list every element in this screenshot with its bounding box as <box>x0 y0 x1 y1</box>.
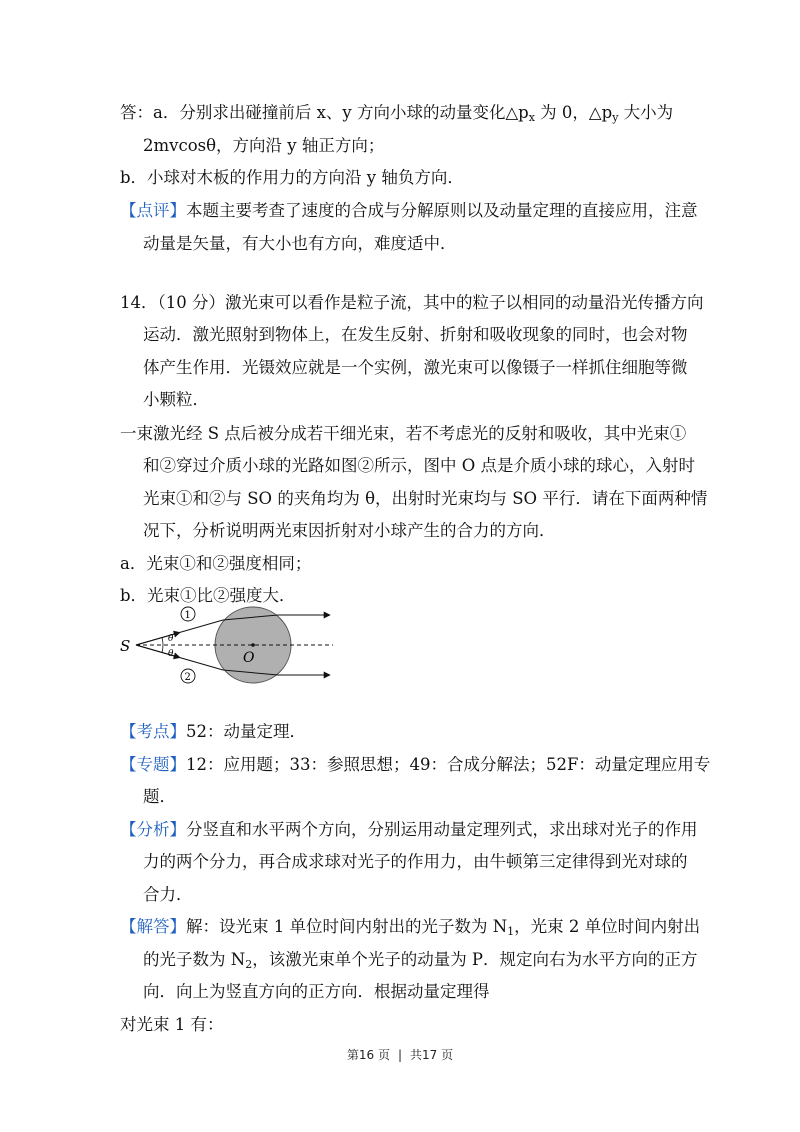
jieda-line2-text-post: ，该激光束单个光子的动量为 P．规定向右为水平方向的正方 <box>252 950 698 969</box>
q14-p2-line2: 和②穿过介质小球的光路如图②所示，图中 O 点是介质小球的球心，入射时 <box>143 456 696 475</box>
review-line1 <box>120 199 698 223</box>
zhuanti-tag: 【专题】 <box>120 755 186 774</box>
review-text: 本题主要考查了速度的合成与分解原则以及动量定理的直接应用，注意 <box>186 201 698 220</box>
jieda-text: 解：设光束 1 单位时间内射出的光子数为 N <box>186 917 508 936</box>
answer-b-line: b．小球对木板的作用力的方向沿 y 轴负方向． <box>120 168 464 187</box>
zhuanti-line1 <box>120 753 710 777</box>
page-number: 第16 页 <box>346 1048 390 1062</box>
subscript-y: y <box>612 111 619 124</box>
review-tag: 【点评】 <box>120 201 186 220</box>
page-footer <box>0 1046 800 1063</box>
fenxi-tag: 【分析】 <box>120 820 186 839</box>
q14-option-b: b．光束①比②强度大． <box>120 586 296 605</box>
angle-arc-bottom <box>162 645 163 653</box>
kaodian-line <box>120 720 306 744</box>
angle-arc-top <box>162 638 163 646</box>
subscript-1: 1 <box>507 925 515 938</box>
label-theta-bottom: θ <box>168 649 174 659</box>
answer-a-text-mid: 为 0，△p <box>534 103 613 122</box>
fenxi-line2: 力的两个分力，再合成求球对光子的作用力，由牛顿第三定律得到光对球的 <box>143 852 688 871</box>
q14-option-a: a．光束①和②强度相同； <box>120 554 312 573</box>
footer-separator: | <box>397 1048 403 1062</box>
answer-a-line1 <box>120 101 673 125</box>
fenxi-line3: 合力． <box>143 885 193 904</box>
zhuanti-text: 12：应用题；33：参照思想；49：合成分解法；52F：动量定理应用专 <box>186 755 711 774</box>
q14-line4: 小颗粒． <box>143 390 209 409</box>
jieda-line3: 向．向上为竖直方向的正方向．根据动量定理得 <box>143 982 490 1001</box>
zhuanti-line2: 题． <box>143 787 176 806</box>
kaodian-text: 52：动量定理． <box>186 722 306 741</box>
jieda-line4: 对光束 1 有： <box>120 1015 224 1034</box>
subscript-x: x <box>528 111 535 124</box>
jieda-line1 <box>120 915 700 939</box>
review-line2: 动量是矢量，有大小也有方向，难度适中． <box>143 234 457 253</box>
page-total: 共17 页 <box>410 1048 454 1062</box>
label-S: S <box>120 637 131 655</box>
q14-p2-line3: 光束①和②与 SO 的夹角均为 θ，出射时光束均与 SO 平行．请在下面两种情 <box>143 489 708 508</box>
q14-p2-line4: 况下，分析说明两光束因折射对小球产生的合力的方向． <box>143 521 556 540</box>
kaodian-tag: 【考点】 <box>120 722 186 741</box>
q14-p2-line1: 一束激光经 S 点后被分成若干细光束，若不考虑光的反射和吸收，其中光束① <box>120 424 687 443</box>
laser-sphere-figure <box>118 600 338 690</box>
jieda-line2 <box>143 948 698 972</box>
q14-line1: 14．（10 分）激光束可以看作是粒子流，其中的粒子以相同的动量沿光传播方向 <box>120 293 704 312</box>
jieda-tag: 【解答】 <box>120 917 186 936</box>
jieda-text-post: ，光束 2 单位时间内射出 <box>514 917 701 936</box>
beam-2-label: 2 <box>184 672 191 683</box>
answer-a-text-post: 大小为 <box>618 103 674 122</box>
answer-a-line2: 2mvcosθ，方向沿 y 轴正方向； <box>143 136 385 155</box>
label-theta-top: θ <box>168 634 174 644</box>
answer-a-text: 答：a．分别求出碰撞前后 x、y 方向小球的动量变化△p <box>120 103 529 122</box>
label-O: O <box>243 650 255 666</box>
center-point-O <box>251 643 255 647</box>
q14-line2: 运动．激光照射到物体上，在发生反射、折射和吸收现象的同时，也会对物 <box>143 325 688 344</box>
fenxi-text: 分竖直和水平两个方向，分别运用动量定理列式，求出球对光子的作用 <box>186 820 698 839</box>
subscript-2: 2 <box>245 958 253 971</box>
beam-1-label: 1 <box>184 610 191 621</box>
fenxi-line1 <box>120 818 698 842</box>
q14-line3: 体产生作用．光镊效应就是一个实例，激光束可以像镊子一样抓住细胞等微 <box>143 358 688 377</box>
jieda-line2-text: 的光子数为 N <box>143 950 246 969</box>
